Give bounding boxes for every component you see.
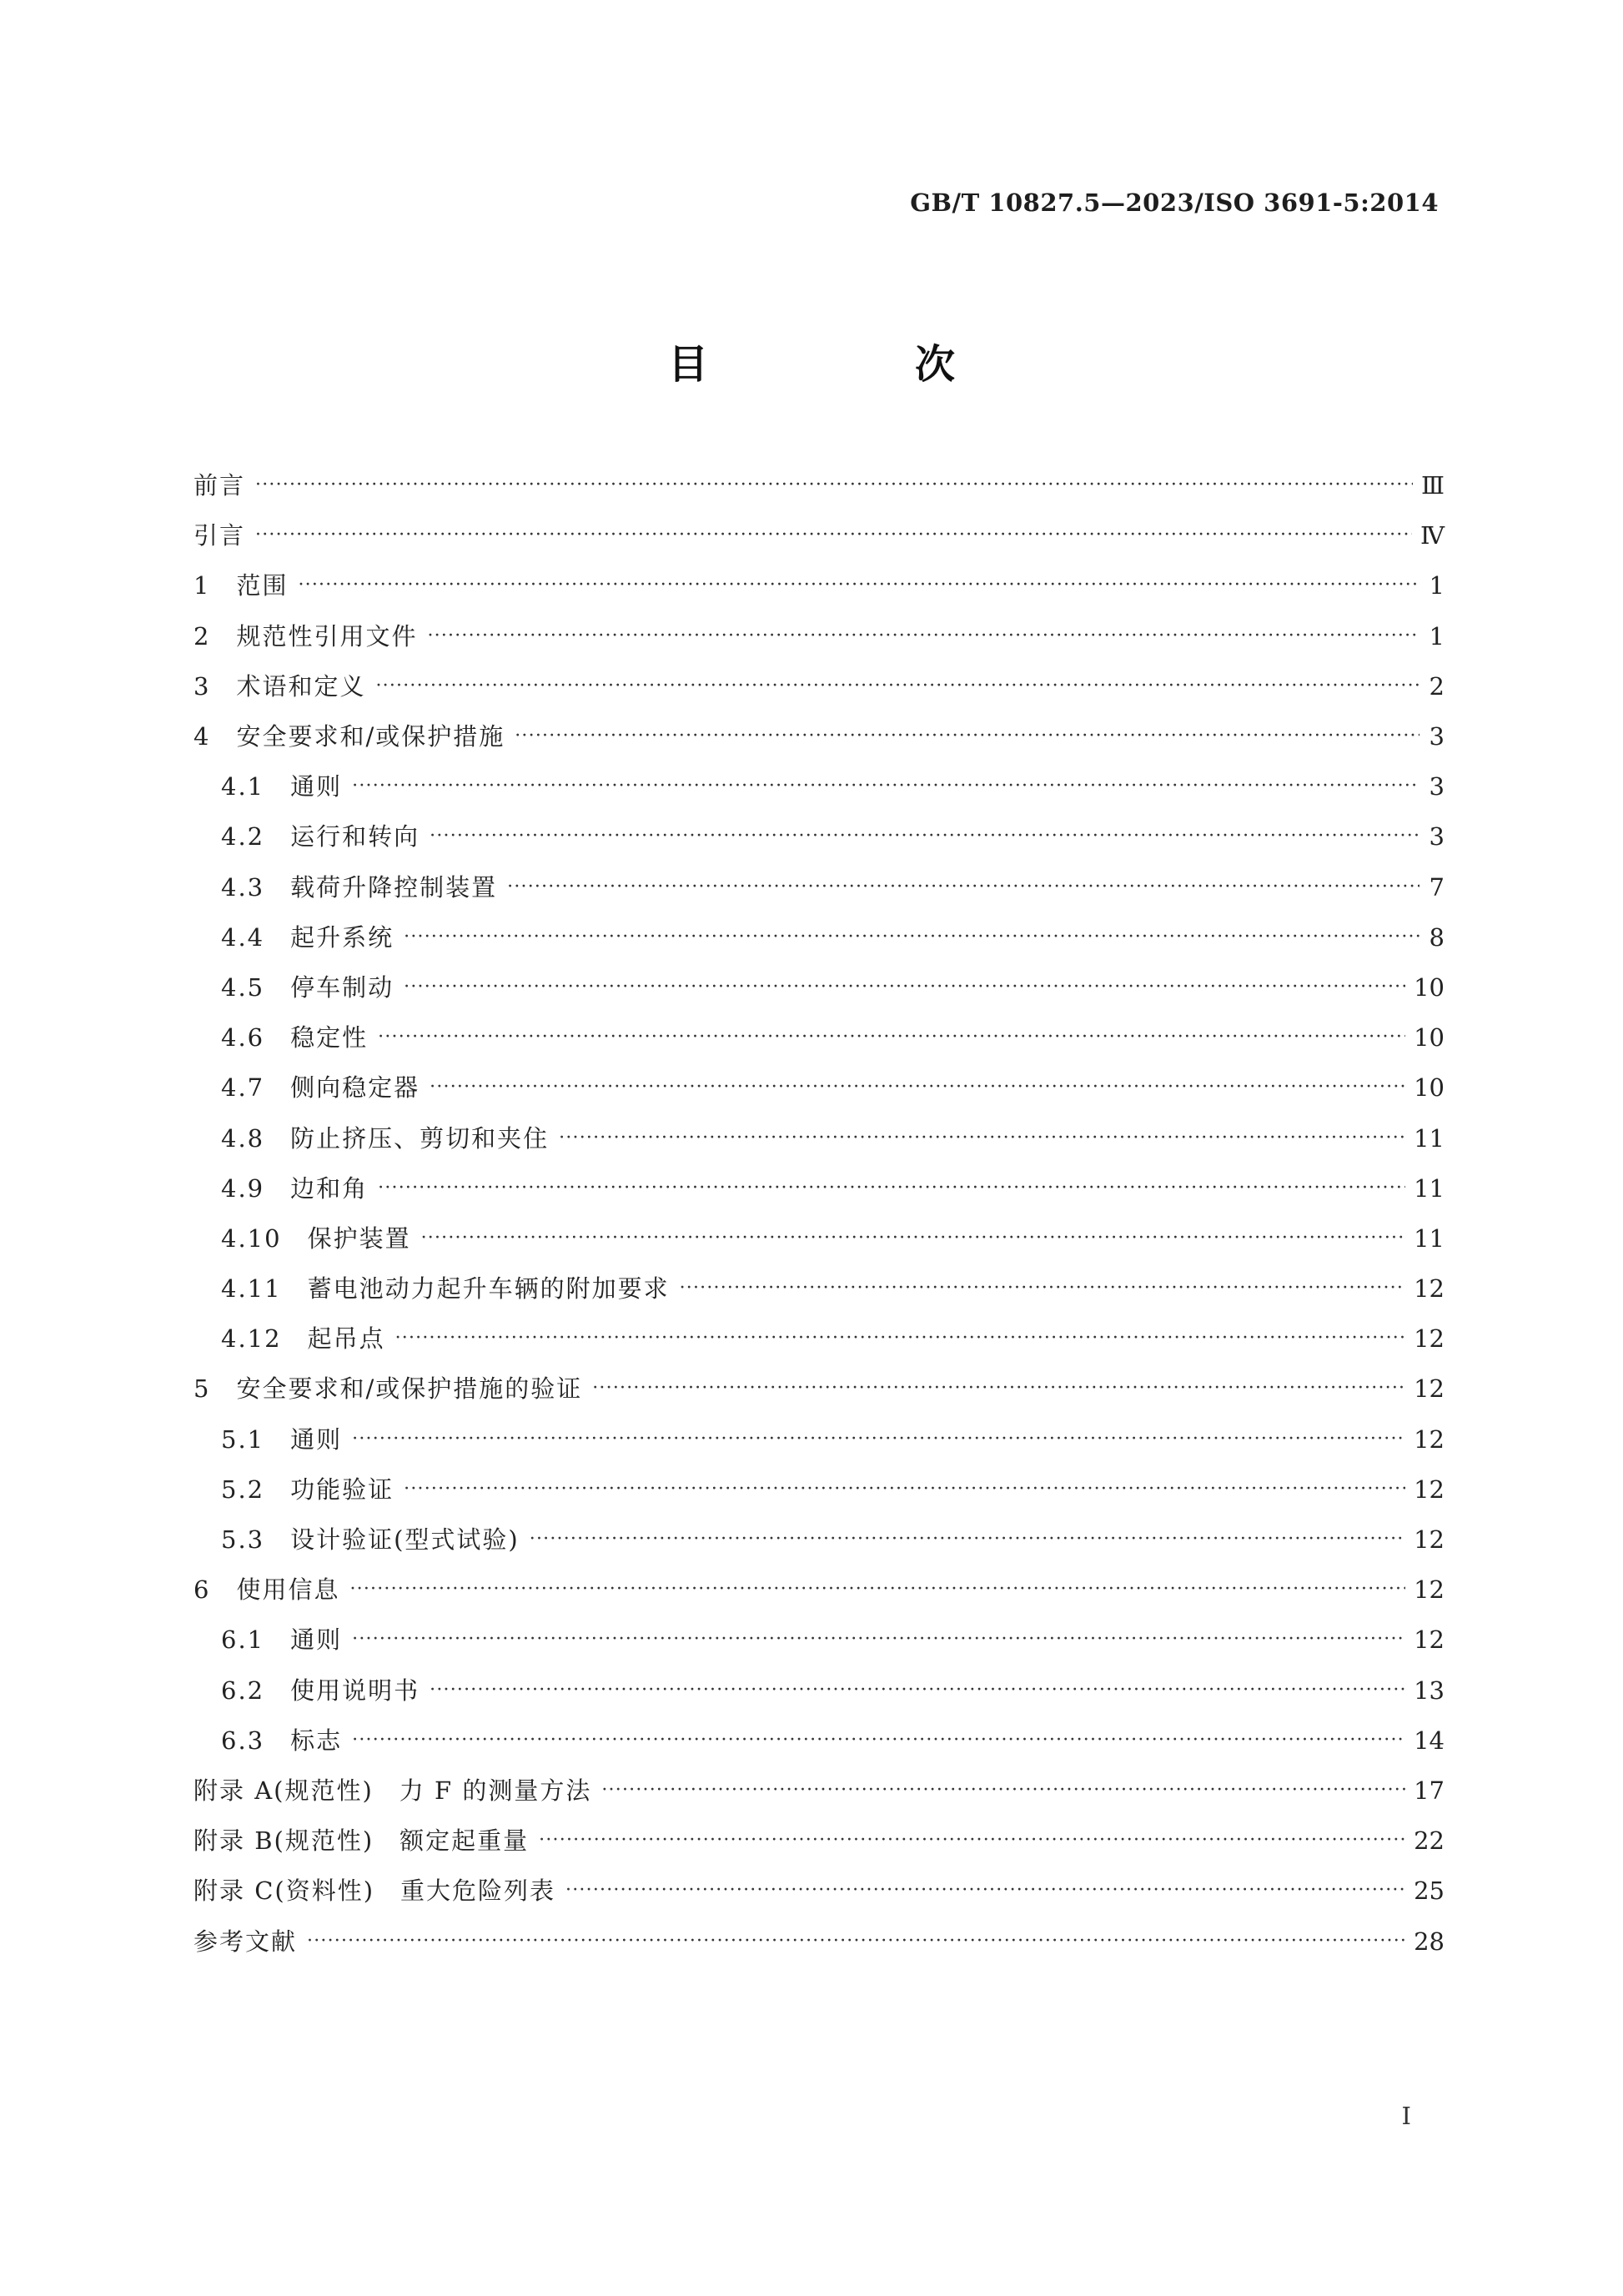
toc-entry-title: 6 使用信息: [193, 1575, 340, 1605]
toc-dot-leader: [404, 972, 1405, 1002]
toc-entry-title: 4.9 边和角: [221, 1173, 369, 1203]
toc-entry-title: 前言: [193, 471, 246, 500]
toc-entry[interactable]: [193, 1916, 1445, 1966]
toc-entry-page: 2: [1429, 671, 1445, 701]
toc-dot-leader: [559, 1123, 1405, 1153]
toc-entry[interactable]: [193, 1565, 1445, 1615]
toc-entry-page: 12: [1414, 1424, 1445, 1454]
toc-dot-leader: [592, 1374, 1405, 1404]
toc-entry-page: 14: [1414, 1726, 1445, 1755]
toc-dot-leader: [404, 922, 1419, 952]
toc-entry-title: 5.3 设计验证(型式试验): [221, 1525, 520, 1555]
toc-entry[interactable]: [193, 1364, 1445, 1414]
toc-entry-title: 5 安全要求和/或保护措施的验证: [193, 1374, 583, 1404]
toc-dot-leader: [378, 1173, 1405, 1203]
toc-entry-title: 4.12 起吊点: [221, 1324, 385, 1354]
toc-entry[interactable]: [193, 1866, 1445, 1916]
toc-entry-title: 附录 B(规范性) 额定起重量: [193, 1826, 530, 1856]
toc-entry[interactable]: [193, 560, 1445, 610]
toc-dot-leader: [255, 470, 1413, 500]
toc-entry-title: 4.3 载荷升降控制装置: [221, 872, 498, 902]
toc-dot-leader: [255, 520, 1412, 550]
page-title: 目 次: [667, 341, 1038, 388]
toc-entry-title: 参考文献: [193, 1927, 298, 1956]
toc-entry-page: 3: [1429, 772, 1445, 801]
toc-entry-title: 引言: [193, 521, 246, 550]
toc-entry[interactable]: [193, 1716, 1445, 1766]
toc-entry[interactable]: [193, 1465, 1445, 1515]
toc-dot-leader: [378, 1022, 1405, 1053]
toc-entry-page: 7: [1429, 872, 1445, 902]
toc-entry-page: 10: [1414, 972, 1445, 1002]
toc-entry[interactable]: [193, 1766, 1445, 1816]
toc-entry-page: 12: [1414, 1625, 1445, 1655]
toc-entry-page: 3: [1429, 822, 1445, 852]
toc-dot-leader: [430, 1073, 1405, 1103]
toc-entry-title: 6.1 通则: [221, 1625, 343, 1655]
toc-dot-leader: [404, 1475, 1405, 1505]
toc-dot-leader: [298, 570, 1419, 600]
toc-dot-leader: [352, 771, 1419, 801]
toc-entry-title: 5.2 功能验证: [221, 1475, 394, 1504]
toc-entry[interactable]: [193, 862, 1445, 912]
toc-entry[interactable]: [193, 962, 1445, 1012]
toc-entry[interactable]: [193, 711, 1445, 761]
toc-entry[interactable]: [193, 1665, 1445, 1716]
toc-entry[interactable]: [193, 1515, 1445, 1565]
toc-dot-leader: [421, 1223, 1406, 1254]
toc-dot-leader: [349, 1575, 1405, 1605]
toc-entry-page: 11: [1414, 1173, 1445, 1203]
toc-entry-page: 12: [1414, 1475, 1445, 1504]
toc-entry[interactable]: [193, 1615, 1445, 1665]
toc-entry-page: Ⅳ: [1420, 521, 1445, 550]
page-number: I: [1401, 2102, 1411, 2130]
table-of-contents: [193, 460, 1445, 1967]
toc-entry-page: 1: [1429, 621, 1445, 651]
toc-dot-leader: [601, 1776, 1405, 1806]
toc-entry[interactable]: [193, 1163, 1445, 1213]
toc-entry-page: 22: [1414, 1826, 1445, 1856]
toc-entry-title: 4.7 侧向稳定器: [221, 1073, 420, 1103]
toc-entry-page: 12: [1414, 1525, 1445, 1555]
toc-entry-page: 13: [1414, 1676, 1445, 1705]
toc-entry-page: 1: [1429, 571, 1445, 600]
toc-entry-page: Ⅲ: [1421, 471, 1445, 500]
toc-dot-leader: [375, 671, 1419, 701]
toc-entry-page: 12: [1414, 1274, 1445, 1304]
toc-entry[interactable]: [193, 510, 1445, 560]
toc-entry[interactable]: [193, 1113, 1445, 1163]
toc-dot-leader: [307, 1927, 1405, 1957]
toc-entry[interactable]: [193, 1063, 1445, 1113]
toc-entry[interactable]: [193, 1213, 1445, 1264]
toc-entry[interactable]: [193, 661, 1445, 711]
toc-dot-leader: [430, 1676, 1405, 1706]
toc-entry-title: 4.5 停车制动: [221, 972, 394, 1002]
toc-entry-page: 12: [1414, 1324, 1445, 1354]
toc-entry-title: 附录 C(资料性) 重大危险列表: [193, 1876, 556, 1906]
toc-entry[interactable]: [193, 761, 1445, 811]
toc-entry-title: 5.1 通则: [221, 1424, 343, 1454]
toc-entry[interactable]: [193, 1012, 1445, 1063]
toc-entry-page: 8: [1429, 922, 1445, 952]
toc-entry-title: 4.11 蓄电池动力起升车辆的附加要求: [221, 1274, 670, 1304]
toc-entry[interactable]: [193, 1816, 1445, 1866]
toc-entry-page: 17: [1414, 1776, 1445, 1805]
toc-dot-leader: [530, 1525, 1405, 1555]
toc-dot-leader: [430, 821, 1419, 852]
toc-entry-title: 1 范围: [193, 571, 289, 600]
toc-entry-title: 4.4 起升系统: [221, 922, 394, 952]
toc-entry-title: 6.3 标志: [221, 1726, 343, 1755]
toc-entry-title: 4.6 稳定性: [221, 1023, 369, 1053]
toc-entry-title: 4.1 通则: [221, 772, 343, 801]
toc-dot-leader: [427, 621, 1419, 651]
toc-dot-leader: [565, 1876, 1405, 1906]
toc-entry[interactable]: [193, 611, 1445, 661]
toc-dot-leader: [507, 872, 1419, 902]
toc-dot-leader: [395, 1324, 1406, 1354]
toc-entry[interactable]: [193, 811, 1445, 862]
toc-entry-title: 6.2 使用说明书: [221, 1676, 420, 1705]
toc-entry-title: 2 规范性引用文件: [193, 621, 418, 651]
toc-dot-leader: [352, 1726, 1405, 1756]
toc-dot-leader: [539, 1826, 1405, 1856]
toc-entry-page: 12: [1414, 1575, 1445, 1605]
toc-entry-title: 3 术语和定义: [193, 671, 366, 701]
toc-entry-page: 11: [1414, 1123, 1445, 1153]
toc-entry-page: 3: [1429, 722, 1445, 751]
toc-entry-page: 28: [1414, 1927, 1445, 1956]
toc-entry[interactable]: [193, 1414, 1445, 1465]
toc-entry-title: 4 安全要求和/或保护措施: [193, 722, 505, 751]
document-code: GB/T 10827.5—2023/ISO 3691-5:2014: [910, 188, 1439, 217]
toc-entry-title: 4.2 运行和转向: [221, 822, 420, 852]
toc-entry[interactable]: [193, 460, 1445, 510]
toc-dot-leader: [515, 721, 1419, 751]
toc-entry[interactable]: [193, 1314, 1445, 1364]
toc-entry-page: 25: [1414, 1876, 1445, 1906]
toc-entry-title: 4.10 保护装置: [221, 1223, 411, 1253]
toc-entry[interactable]: [193, 912, 1445, 962]
toc-dot-leader: [352, 1625, 1405, 1655]
toc-dot-leader: [680, 1274, 1406, 1304]
toc-dot-leader: [352, 1424, 1405, 1454]
toc-entry-page: 11: [1414, 1223, 1445, 1253]
toc-entry-page: 12: [1414, 1374, 1445, 1404]
toc-entry-title: 4.8 防止挤压、剪切和夹住: [221, 1123, 550, 1153]
toc-entry-title: 附录 A(规范性) 力 F 的测量方法: [193, 1776, 592, 1805]
toc-entry-page: 10: [1414, 1023, 1445, 1053]
toc-entry-page: 10: [1414, 1073, 1445, 1103]
toc-entry[interactable]: [193, 1264, 1445, 1314]
